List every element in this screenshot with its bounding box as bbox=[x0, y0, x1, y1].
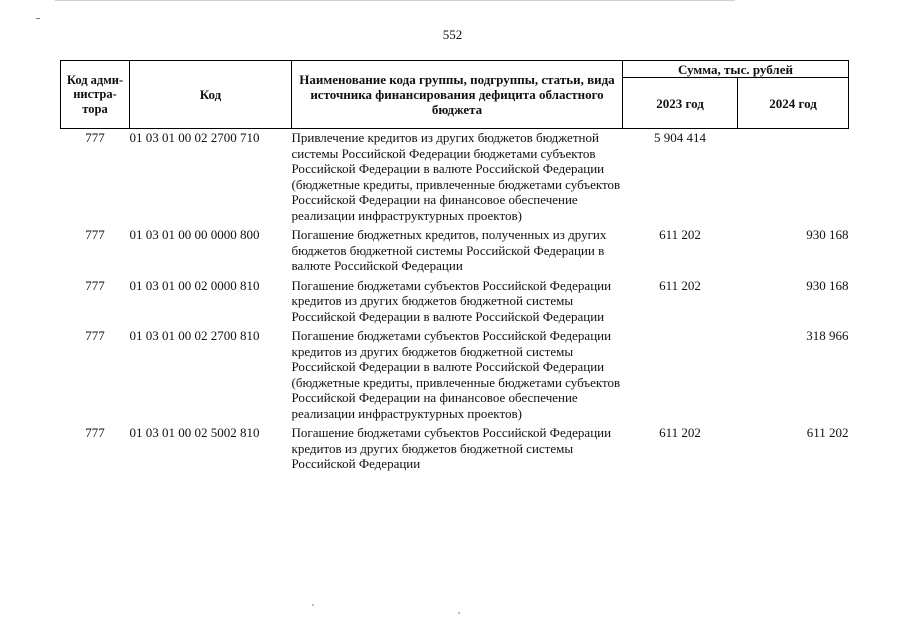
budget-sources-table bbox=[60, 60, 849, 474]
table-header bbox=[61, 61, 849, 129]
header-year-2023: 2023 год bbox=[623, 78, 738, 129]
code-cell: 01 03 01 00 00 0000 800 bbox=[129, 227, 260, 242]
scan-speck bbox=[458, 612, 460, 614]
admin-code-cell: 777 bbox=[85, 277, 105, 293]
table-row bbox=[61, 423, 849, 474]
amount-2024-cell: 318 966 bbox=[806, 328, 849, 343]
page-edge bbox=[55, 0, 735, 1]
amount-2024-cell bbox=[738, 129, 849, 226]
amount-2023-cell: 611 202 bbox=[659, 425, 701, 440]
amount-2023-cell: 611 202 bbox=[659, 277, 701, 293]
amount-2023-cell: 5 904 414 bbox=[654, 130, 706, 145]
admin-code-cell: 777 bbox=[85, 328, 105, 343]
header-sum: Сумма, тыс. рублей bbox=[623, 61, 849, 78]
scan-speck bbox=[312, 604, 314, 606]
admin-code-cell: 777 bbox=[85, 227, 105, 242]
table-row bbox=[61, 225, 849, 276]
scan-mark bbox=[36, 18, 40, 19]
table-row bbox=[61, 129, 849, 226]
admin-code-cell: 777 bbox=[85, 425, 105, 440]
name-cell: Погашение бюджетами субъектов Российской Федерации кредитов из других бюджетов бюджетной системы Российской Федерации в валюте Российской Федерации bbox=[291, 277, 612, 324]
name-cell: Погашение бюджетных кредитов, полученных из других бюджетов бюджетной системы Российской Федерации в валюте Российской Федерации bbox=[291, 227, 607, 273]
amount-2023-cell: 611 202 bbox=[659, 227, 701, 242]
amount-2023-cell bbox=[623, 326, 738, 423]
code-cell: 01 03 01 00 02 5002 810 bbox=[129, 425, 260, 440]
name-cell: Погашение бюджетами субъектов Российской Федерации кредитов из других бюджетов бюджетной системы Российской Федерации в валюте Российской Федерации (бюджетные кредиты, привлеченные бюджетами субъектов Российской Федерации на финансовое обеспечение реализации инфраструктурных проектов) bbox=[291, 328, 621, 421]
code-cell: 01 03 01 00 02 2700 710 bbox=[129, 130, 260, 145]
name-cell: Погашение бюджетами субъектов Российской Федерации кредитов из других бюджетов бюджетной системы Российской Федерации bbox=[291, 425, 612, 471]
header-year-2024: 2024 год bbox=[738, 78, 849, 129]
table-row bbox=[61, 326, 849, 423]
amount-2024-cell: 930 168 bbox=[806, 227, 849, 242]
name-cell: Привлечение кредитов из других бюджетов бюджетной системы Российской Федерации бюджетами субъектов Российской Федерации в валюте Российской Федерации (бюджетные кредиты, привлеченные бюджетами субъектов Российской Федерации на финансовое обеспечение реализации инфраструктурных проектов) bbox=[291, 130, 621, 223]
table-row bbox=[61, 276, 849, 327]
code-cell: 01 03 01 00 02 0000 810 bbox=[129, 277, 260, 293]
amount-2024-cell: 611 202 bbox=[806, 425, 849, 440]
amount-2024-cell: 930 168 bbox=[806, 277, 849, 293]
page-number: 552 bbox=[442, 27, 463, 42]
header-admin-code: Код адми-нистра-тора bbox=[61, 61, 130, 129]
admin-code-cell: 777 bbox=[85, 130, 105, 145]
header-code: Код bbox=[130, 61, 292, 129]
header-name: Наименование кода группы, подгруппы, статьи, вида источника финансирования дефицита областного бюджета bbox=[292, 61, 623, 129]
code-cell: 01 03 01 00 02 2700 810 bbox=[129, 328, 260, 343]
